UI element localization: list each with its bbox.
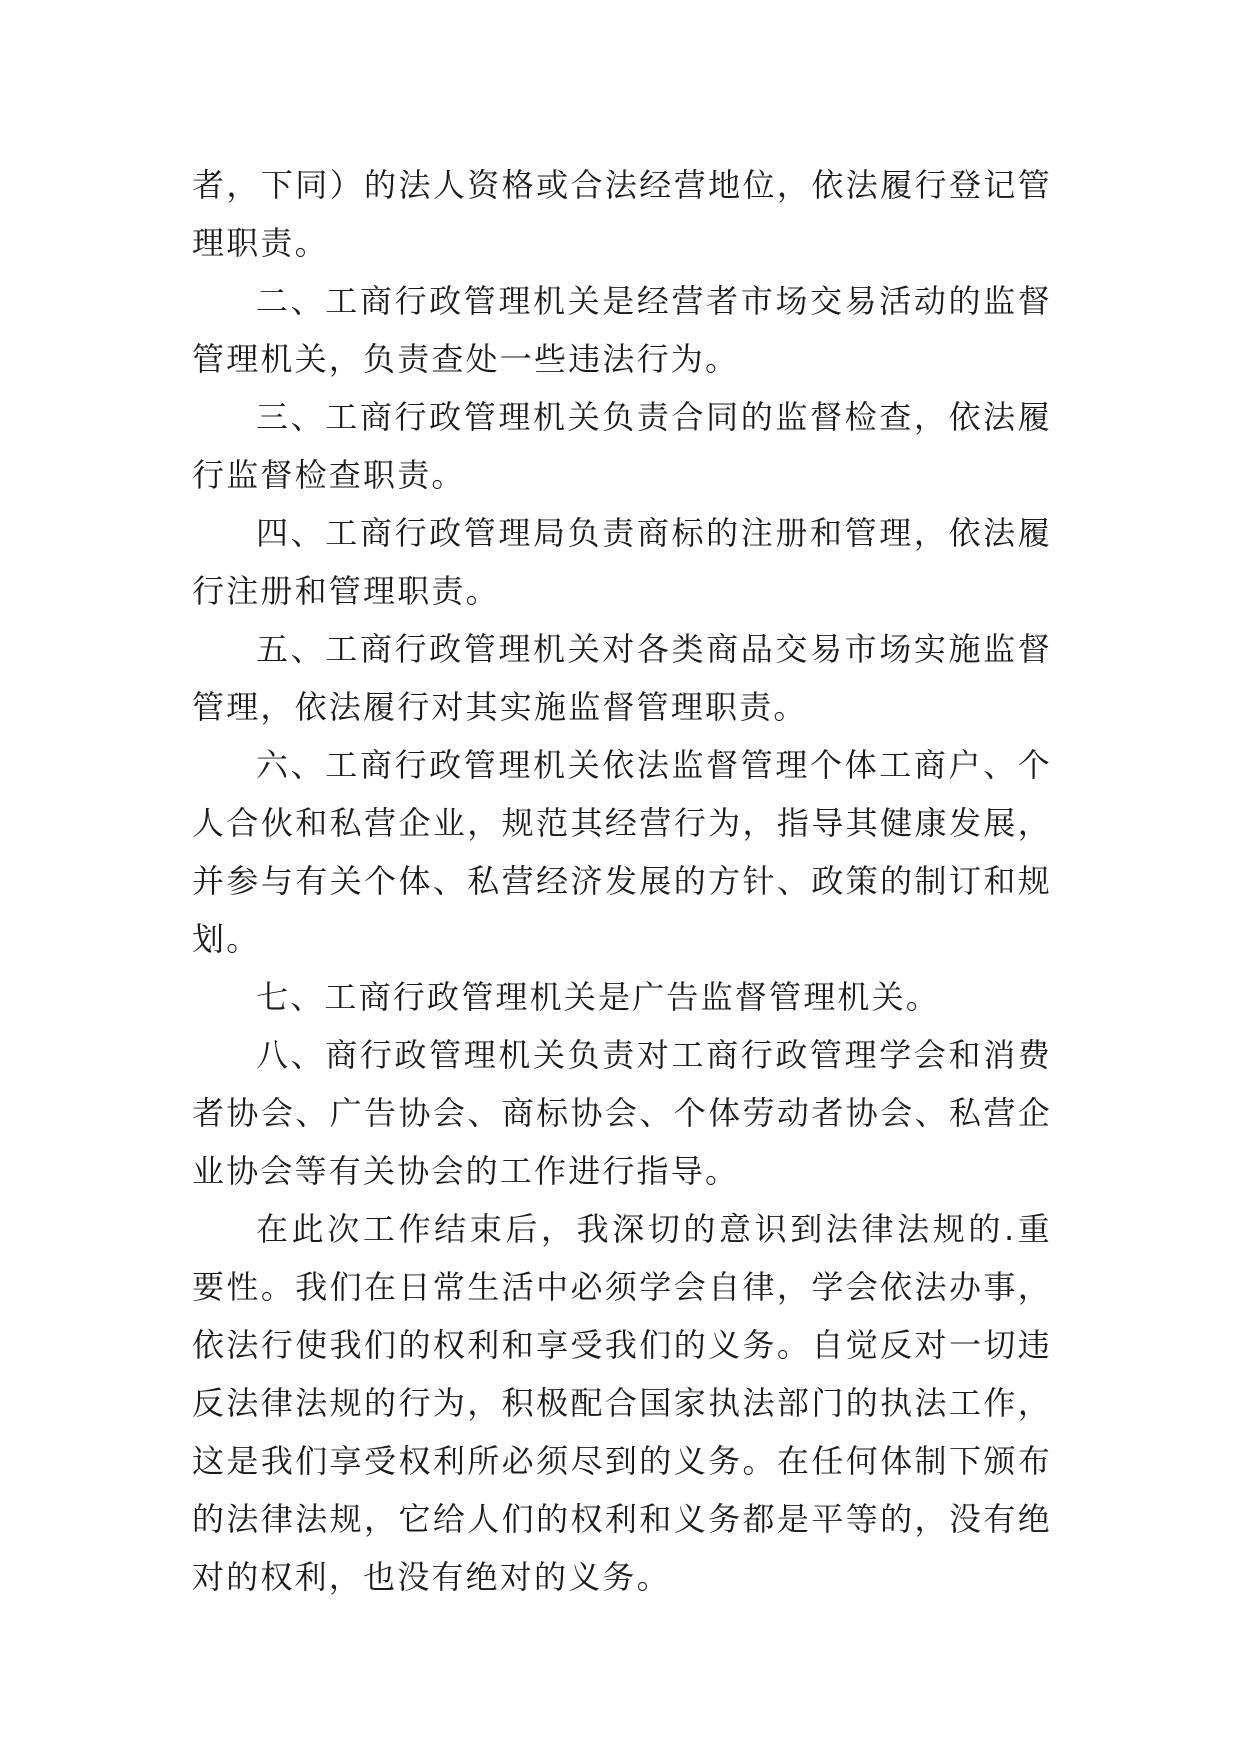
paragraph-item-4: 四、工商行政管理局负责商标的注册和管理，依法履行注册和管理职责。 bbox=[192, 514, 1052, 610]
paragraph-item-6: 六、工商行政管理机关依法监督管理个体工商户、个人合伙和私营企业，规范其经营行为，指导其健康发展，并参与有关个体、私营经济发展的方针、政策的制订和规划。 bbox=[192, 746, 1052, 958]
document-body bbox=[192, 156, 1052, 1606]
paragraph-item-2: 二、工商行政管理机关是经营者市场交易活动的监督管理机关，负责查处一些违法行为。 bbox=[192, 282, 1052, 378]
paragraph-item-5: 五、工商行政管理机关对各类商品交易市场实施监督管理，依法履行对其实施监督管理职责。 bbox=[192, 630, 1052, 726]
paragraph-item-8: 八、商行政管理机关负责对工商行政管理学会和消费者协会、广告协会、商标协会、个体劳动者协会、私营企业协会等有关协会的工作进行指导。 bbox=[192, 1036, 1052, 1190]
paragraph-continuation: 者，下同）的法人资格或合法经营地位，依法履行登记管理职责。 bbox=[192, 166, 1052, 262]
paragraph-conclusion: 在此次工作结束后，我深切的意识到法律法规的.重要性。我们在日常生活中必须学会自律，学会依法办事，依法行使我们的权利和享受我们的义务。自觉反对一切违反法律法规的行为，积极配合国家执法部门的执法工作，这是我们享受权利所必须尽到的义务。在任何体制下颁布的法律法规，它给人们的权利和义务都是平等的，没有绝对的权利，也没有绝对的义务。 bbox=[192, 1210, 1052, 1596]
paragraph-item-3: 三、工商行政管理机关负责合同的监督检查，依法履行监督检查职责。 bbox=[192, 398, 1052, 494]
paragraph-item-7: 七、工商行政管理机关是广告监督管理机关。 bbox=[256, 978, 941, 1016]
